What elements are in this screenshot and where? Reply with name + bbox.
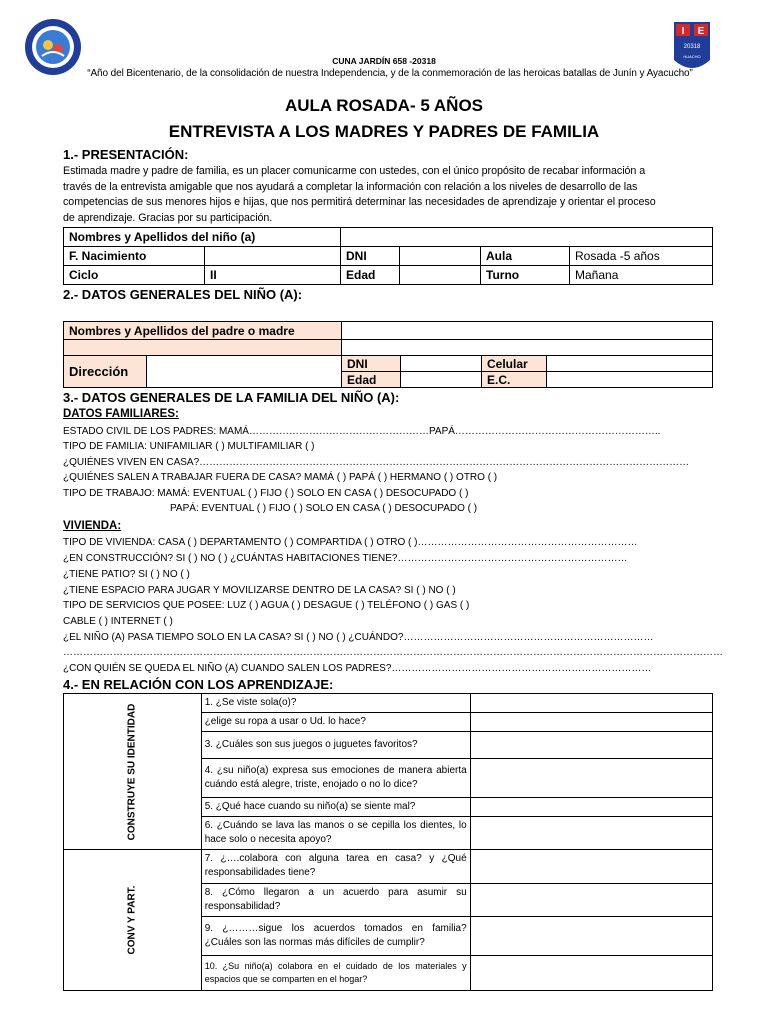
section-2-heading: 2.- DATOS GENERALES DEL NIÑO (A): [63,287,303,302]
question-cell: 1. ¿Se viste sola(o)? [201,694,470,713]
group-convivencia [64,850,202,991]
page-subtitle: ENTREVISTA A LOS MADRES Y PADRES DE FAMILIA [168,122,600,141]
parent-edad-label: Edad [342,372,401,388]
birth-date-label: F. Nacimiento [64,247,205,266]
vivienda-heading: VIVIENDA: [63,520,122,532]
birth-date-field[interactable] [205,247,341,266]
familiares-line: ¿QUIÉNES SALEN A TRABAJAR FUERA DE CASA? MAMÁ ( ) PAPÁ ( ) HERMANO ( ) OTRO ( ) [63,472,498,483]
logo-letter-i: I [681,26,685,37]
answer-field[interactable] [470,817,712,850]
school-name: CUNA JARDÍN 658 -20318 [332,56,436,66]
page-title: AULA ROSADA- 5 AÑOS [284,96,484,115]
question-cell: 9. ¿………sigue los acuerdos tomados en familia? ¿Cuáles son las normas más difíciles de cumplir? [201,917,470,956]
question-cell: 8. ¿Cómo llegaron a un acuerdo para asumir su responsabilidad? [201,883,470,917]
learning-table [63,693,713,991]
intro-line: competencias de sus menores hijos e hijas, que nos permitirá determinar las necesidades de aprendizaje y orientar el proceso [63,196,656,208]
question-cell: ¿elige su ropa a usar o Ud. lo hace? [201,713,470,732]
family-data-block [63,407,723,687]
ec-label: E.C. [482,372,547,388]
answer-field[interactable] [470,850,712,884]
answer-field[interactable] [470,917,712,956]
parent-dni-label: DNI [342,356,401,372]
turno-label: Turno [481,266,570,285]
ciclo-label: Ciclo [64,266,205,285]
intro-line: de aprendizaje. Gracias por su participación. [63,211,273,224]
edad-field[interactable] [400,266,481,285]
answer-field[interactable] [470,759,712,798]
aula-label: Aula [481,247,570,266]
answer-field[interactable] [470,798,712,817]
turno-value: Mañana [570,266,713,285]
group-identidad-label: CONSTRUYE SU IDENTIDAD [126,703,138,840]
question-cell: 3. ¿Cuáles son sus juegos o juguetes favoritos? [201,732,470,759]
ec-field[interactable] [547,372,713,388]
direccion-label: Dirección [64,356,147,388]
familiares-heading: DATOS FAMILIARES: [63,408,179,420]
edad-label: Edad [341,266,400,285]
vivienda-line: TIPO DE SERVICIOS QUE POSEE: LUZ ( ) AGUA ( ) DESAGUE ( ) TELÉFONO ( ) GAS ( ) [63,600,470,611]
parent-name-label: Nombres y Apellidos del padre o madre [64,322,342,340]
vivienda-line: ¿EN CONSTRUCCIÓN? SI ( ) NO ( ) ¿CUÁNTAS HABITACIONES TIENE?…………………………………………………………… [63,553,628,564]
parent-name-extra-field[interactable] [342,340,713,356]
ciclo-value: II [205,266,341,285]
logo-letter-e: E [697,26,705,37]
question-cell: 4. ¿su niño(a) expresa sus emociones de manera abierta cuándo está alegre, triste, enojado o no lo dice? [201,759,470,798]
aula-value: Rosada -5 años [570,247,713,266]
familiares-line: TIPO DE FAMILIA: UNIFAMILIAR ( ) MULTIFAMILIAR ( ) [63,441,315,452]
dni-label: DNI [341,247,400,266]
intro-line: Estimada madre y padre de familia, es un placer comunicarme con ustedes, con el único propósito de recabar información a [63,165,646,177]
intro-line: través de la entrevista amigable que nos ayudará a completar la información con relación a los niveles de desarrollo de las [63,180,638,193]
child-info-table [63,227,713,285]
group-convivencia-label: CONV Y PART. [126,885,138,955]
logo-number: 20318 [683,44,701,50]
familiares-line: ESTADO CIVIL DE LOS PADRES: MAMÁ………………………………………………PAPÁ…………………………………………………….. [63,426,661,437]
answer-field[interactable] [470,713,712,732]
group-identidad [64,694,202,850]
question-cell: 10. ¿Su niño(a) colabora en el cuidado de los materiales y espacios que se comparten en el hogar? [201,956,470,991]
parent-dni-field[interactable] [401,356,482,372]
vivienda-line: ……………………………………………………………………………………………………………………………………………………………………………… [63,647,723,658]
year-motto: “Año del Bicentenario, de la consolidación de nuestra Independencia, y de la conmemoración de las heroicas batallas de Junín y Ayacucho” [87,68,693,79]
question-cell: 7. ¿….colabora con alguna tarea en casa? y ¿Qué responsabilidades tiene? [201,850,470,884]
parent-info-table [63,321,713,388]
parent-name-field[interactable] [342,322,713,340]
child-name-field[interactable] [341,228,713,247]
vivienda-line: ¿EL NIÑO (A) PASA TIEMPO SOLO EN LA CASA? SI ( ) NO ( ) ¿CUÁNDO?………………………………………………………………… [63,632,654,643]
parent-name-extra[interactable] [64,340,342,356]
answer-field[interactable] [470,732,712,759]
vivienda-line: ¿TIENE PATIO? SI ( ) NO ( ) [63,569,190,580]
parent-edad-field[interactable] [401,372,482,388]
celular-label: Celular [482,356,547,372]
familiares-line: TIPO DE TRABAJO: MAMÁ: EVENTUAL ( ) FIJO ( ) SOLO EN CASA ( ) DESOCUPADO ( ) [63,488,469,499]
vivienda-line: ¿CON QUIÉN SE QUEDA EL NIÑO (A) CUANDO SALEN LOS PADRES?…………………………………………………………………… [63,663,652,674]
answer-field[interactable] [470,956,712,991]
answer-field[interactable] [470,694,712,713]
section-1-heading: 1.- PRESENTACIÓN: [63,147,189,162]
logo-city: HUACHO [683,54,701,59]
child-name-label: Nombres y Apellidos del niño (a) [64,228,341,247]
vivienda-line: ¿TIENE ESPACIO PARA JUGAR Y MOVILIZARSE DENTRO DE LA CASA? SI ( ) NO ( ) [63,585,456,596]
question-cell: 5. ¿Qué hace cuando su niño(a) se siente mal? [201,798,470,817]
familiares-line: PAPÁ: EVENTUAL ( ) FIJO ( ) SOLO EN CASA ( ) DESOCUPADO ( ) [170,503,478,514]
answer-field[interactable] [470,883,712,917]
familiares-line: ¿QUIÉNES VIVEN EN CASA?………………………………………………………………………………………………………………………………… [63,457,690,468]
dni-field[interactable] [400,247,481,266]
vivienda-line: TIPO DE VIVIENDA: CASA ( ) DEPARTAMENTO ( ) COMPARTIDA ( ) OTRO ( )………………………………………………………… [63,537,638,548]
direccion-field[interactable] [147,356,342,388]
section-4-heading: 4.- EN RELACIÓN CON LOS APRENDIZAJE: [63,677,334,692]
section-3-heading: 3.- DATOS GENERALES DE LA FAMILIA DEL NIÑO (A): [63,390,400,405]
celular-field[interactable] [547,356,713,372]
question-cell: 6. ¿Cuándo se lava las manos o se cepilla los dientes, lo hace solo o necesita apoyo? [201,817,470,850]
intro-paragraph [63,164,711,226]
vivienda-line: CABLE ( ) INTERNET ( ) [63,616,173,627]
